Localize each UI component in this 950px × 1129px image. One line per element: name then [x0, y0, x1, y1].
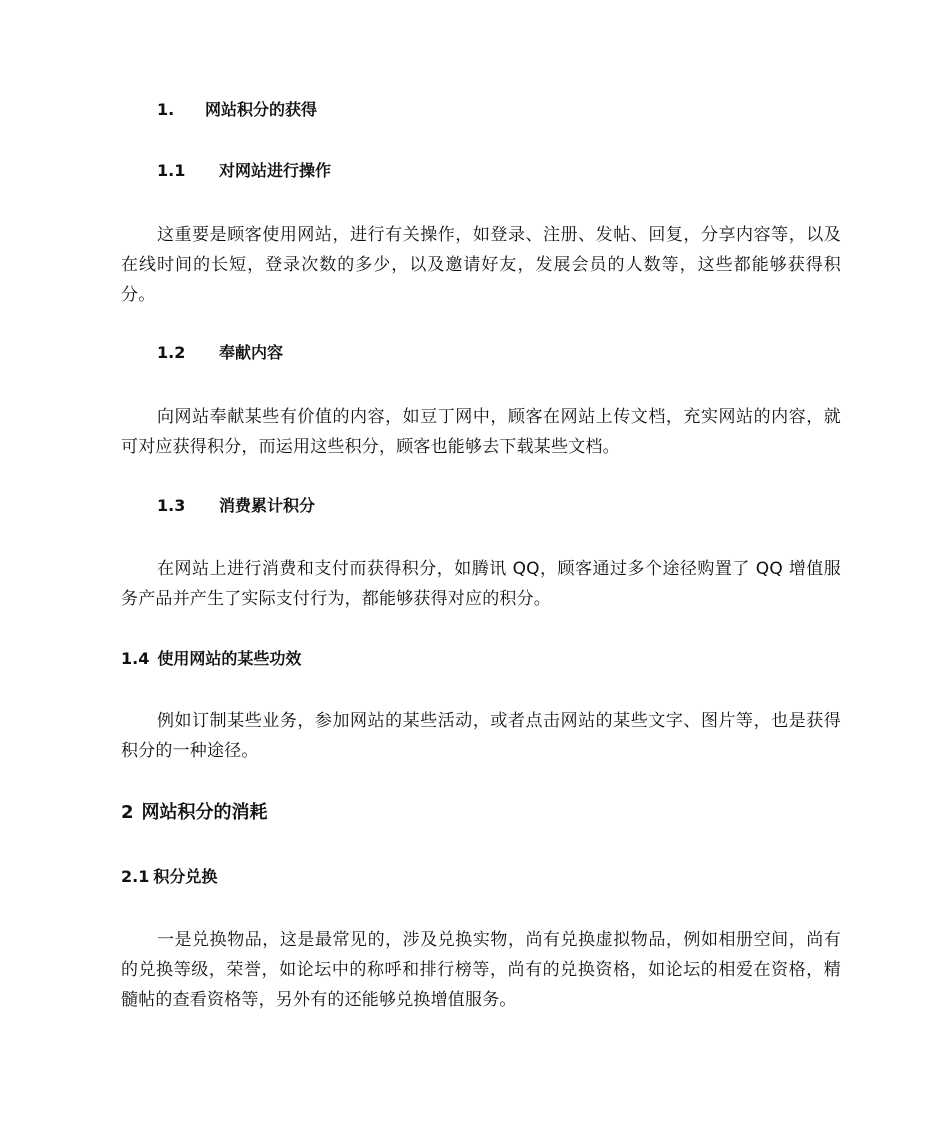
paragraph-1-4: 例如订制某些业务，参加网站的某些活动，或者点击网站的某些文字、图片等，也是获得积分的一种途径。 — [121, 711, 841, 761]
section-number: 1.1 — [157, 161, 186, 180]
section-heading-2 — [121, 802, 841, 824]
paragraph-1-3: 在网站上进行消费和支付而获得积分，如腾讯 QQ，顾客通过多个途径购置了 QQ 增值服务产品并产生了实际支付行为，都能够获得对应的积分。 — [121, 559, 841, 609]
section-number: 1.3 — [157, 496, 186, 515]
section-number: 2 — [121, 802, 134, 823]
section-number: 1.4 — [121, 649, 150, 668]
section-heading-1-4 — [121, 648, 841, 670]
paragraph-1-2: 向网站奉献某些有价值的内容，如豆丁网中，顾客在网站上传文档，充实网站的内容，就可对应获得积分，而运用这些积分，顾客也能够去下载某些文档。 — [121, 407, 841, 457]
section-heading-1-2 — [157, 342, 877, 364]
section-title: 网站积分的获得 — [205, 100, 318, 119]
section-title: 积分兑换 — [153, 867, 218, 886]
section-heading-1-1 — [157, 160, 877, 182]
section-heading-1-3 — [157, 495, 877, 517]
section-number: 1.2 — [157, 343, 186, 362]
paragraph-1-1: 这重要是顾客使用网站，进行有关操作，如登录、注册、发帖、回复，分享内容等，以及在线时间的长短，登录次数的多少，以及邀请好友，发展会员的人数等，这些都能够获得积分。 — [121, 225, 841, 305]
section-title: 使用网站的某些功效 — [157, 649, 302, 668]
section-heading-1 — [157, 99, 877, 121]
section-title: 网站积分的消耗 — [141, 802, 268, 823]
paragraph-2-1: 一是兑换物品，这是最常见的，涉及兑换实物，尚有兑换虚拟物品，例如相册空间，尚有的兑换等级，荣誉，如论坛中的称呼和排行榜等，尚有的兑换资格，如论坛的相爱在资格，精髓帖的查看资格等，另外有的还能够兑换增值服务。 — [121, 930, 841, 1010]
section-title: 奉献内容 — [219, 343, 284, 362]
section-number: 2.1 — [121, 867, 150, 886]
section-number: 1. — [157, 100, 175, 119]
section-title: 对网站进行操作 — [219, 161, 332, 180]
section-title: 消费累计积分 — [219, 496, 316, 515]
section-heading-2-1 — [121, 866, 841, 888]
